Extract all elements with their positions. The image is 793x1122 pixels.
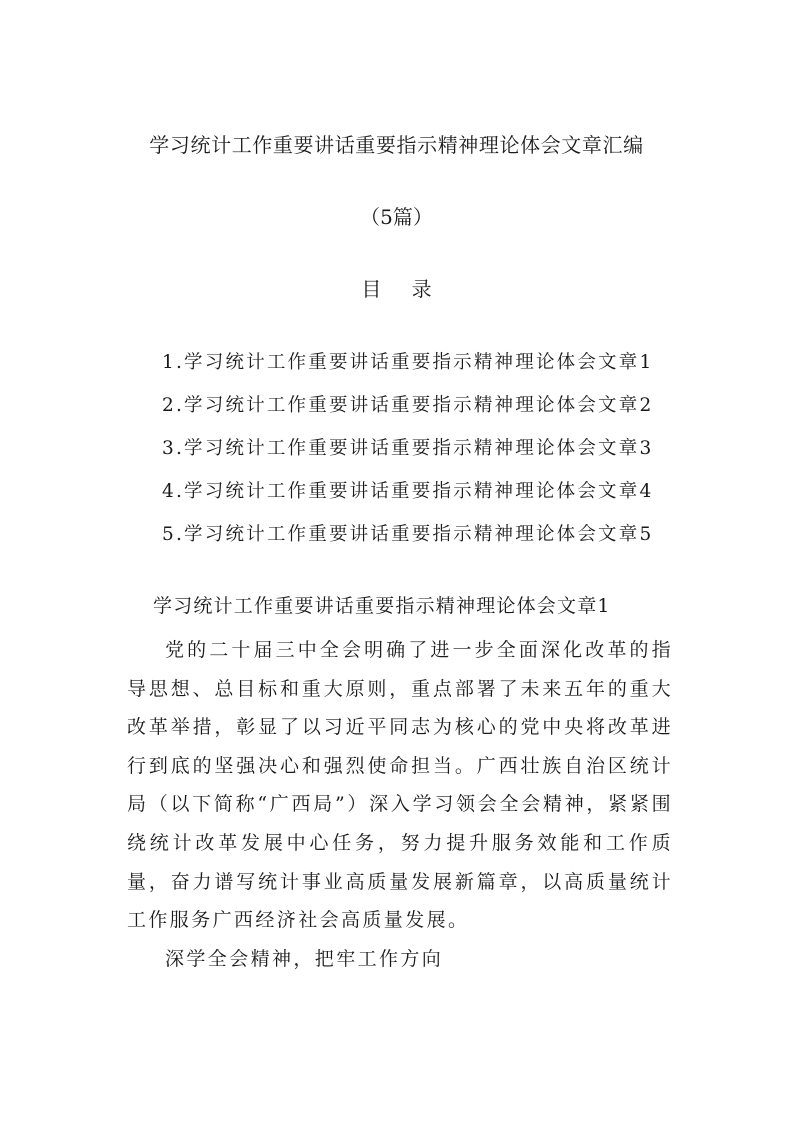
document-title: 学习统计工作重要讲话重要指示精神理论体会文章汇编: [149, 133, 644, 157]
table-of-contents: [162, 341, 653, 556]
article-body: [127, 631, 673, 978]
toc-item-4[interactable]: 4.学习统计工作重要讲话重要指示精神理论体会文章4: [162, 481, 654, 502]
article-count: （5篇）: [360, 205, 433, 229]
section-heading: 深学全会精神，把牢工作方向: [165, 947, 444, 970]
toc-item-3[interactable]: 3.学习统计工作重要讲话重要指示精神理论体会文章3: [162, 438, 654, 459]
body-paragraph: 党的二十届三中全会明确了进一步全面深化改革的指导思想、总目标和重大原则，重点部署了未来五年的重大改革举措，彰显了以习近平同志为核心的党中央将改革进行到底的坚强决心和强烈使命担当。广西壮族自治区统计局（以下简称“广西局”）深入学习领会全会精神，紧紧围绕统计改革发展中心任务，努力提升服务效能和工作质量，奋力谱写统计事业高质量发展新篇章，以高质量统计工作服务广西经济社会高质量发展。: [127, 639, 673, 932]
toc-heading: 目 录: [361, 277, 444, 301]
toc-item-1[interactable]: 1.学习统计工作重要讲话重要指示精神理论体会文章1: [162, 352, 654, 373]
article-title: 学习统计工作重要讲话重要指示精神理论体会文章1: [153, 595, 611, 617]
toc-item-2[interactable]: 2.学习统计工作重要讲话重要指示精神理论体会文章2: [162, 395, 654, 416]
toc-item-5[interactable]: 5.学习统计工作重要讲话重要指示精神理论体会文章5: [162, 524, 654, 545]
